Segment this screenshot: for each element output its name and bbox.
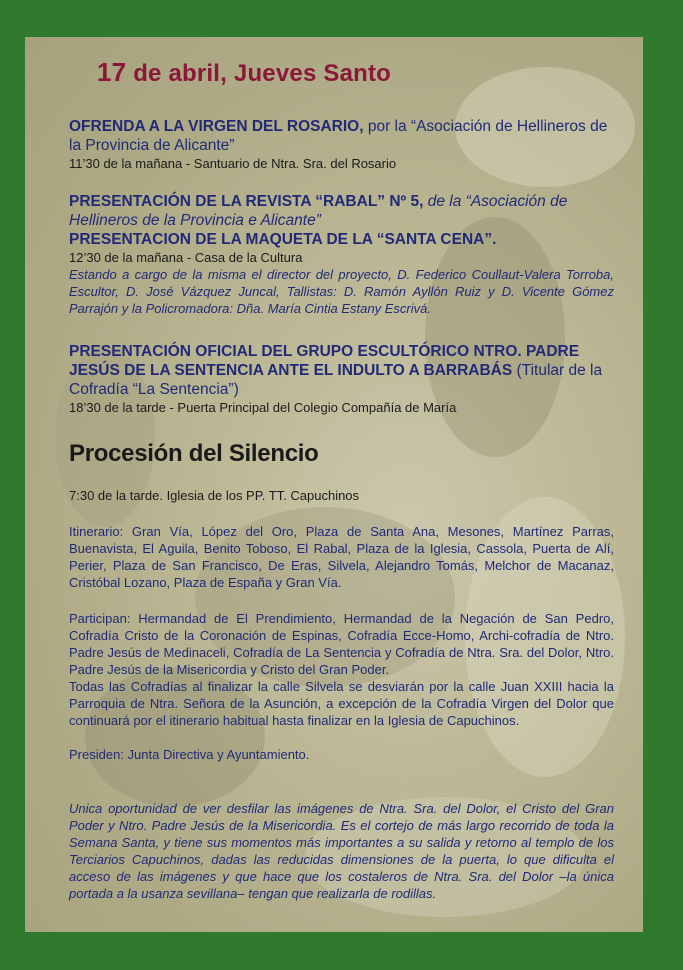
procession-time: 7:30 de la tarde. Iglesia de los PP. TT. Capuchinos — [69, 488, 360, 503]
date-heading — [97, 57, 391, 88]
procession-participants: Participan: Hermandad de El Prendimiento, Hermandad de la Negación de San Pedro, Cofradía Cristo de la Coronación de Espinas, Cofradía Ecce-Homo, Archi-cofradía de Ntro. Padre Jesús de Medinaceli, Cofradía de La Sentencia y Cofradía de Ntra. Sra. del Dolor, Ntro. Padre Jesús de la Misericordia y Cristo del Gran Poder. — [69, 611, 614, 677]
event-note: Estando a cargo de la misma el director del proyecto, D. Federico Coullaut-Valera Torroba, Escultor, D. José Vázquez Juncal, Tallistas: D. Ramón Ayllón Ruiz y D. Vicente Gómez Parrajón y la Policromadora: Dña. María Cintia Estany Escrivá. — [69, 267, 614, 316]
procession-itinerary: Itinerario: Gran Vía, López del Oro, Plaza de Santa Ana, Mesones, Martínez Parras, Buenavista, El Aguila, Benito Toboso, El Rabal, Plaza de la Iglesia, Cassola, Puerta de Alí, Perier, Plaza de San Francisco, De Eras, Silvela, Alejandro Tomás, Melchor de Macanaz, Cristóbal Lozano, Plaza de España y Gran Vía. — [69, 524, 614, 590]
event-title — [69, 342, 614, 399]
event-title-italic: de la “Asociación de Hellineros de la Provincia e Alicante” — [69, 193, 568, 229]
event-presentacion-revista — [69, 192, 614, 317]
event-time: 11’30 de la mañana - Santuario de Ntra. Sra. del Rosario — [69, 156, 397, 171]
event-time: 18’30 de la tarde - Puerta Principal del Colegio Compañía de María — [69, 400, 457, 415]
event-title-bold: OFRENDA A LA VIRGEN DEL ROSARIO, — [69, 118, 364, 135]
date-label: de abril, Jueves Santo — [126, 60, 392, 87]
event-subtitle: PRESENTACION DE LA MAQUETA DE LA “SANTA CENA”. — [69, 231, 497, 248]
procession-closing: Unica oportunidad de ver desfilar las imágenes de Ntra. Sra. del Dolor, el Cristo del Gran Poder y Ntro. Padre Jesús de la Misericordia. Es el cortejo de más largo recorrido de toda la Semana Santa, y tiene sus momentos más importantes a su salida y retorno al templo de los Terciarios Capuchinos, dadas las reducidas dimensiones de la puerta, lo que dificulta el acceso de las imágenes y que hace que los costaleros de Ntra. Sra. del Dolor –la única portada a la usanza sevillana– tengan que realizarla de rodillas. — [69, 801, 614, 901]
event-title-plain: por la “Asociación de Hellineros de la Provincia de Alicante” — [69, 118, 608, 154]
event-title-bold: PRESENTACIÓN DE LA REVISTA “RABAL” Nº 5, — [69, 193, 424, 210]
event-time: 12’30 de la mañana - Casa de la Cultura — [69, 250, 303, 265]
event-presentacion-grupo — [69, 342, 614, 416]
section-title: Procesión del Silencio — [69, 440, 319, 467]
procession-route-note: Todas las Cofradías al finalizar la calle Silvela se desviarán por la calle Juan XXIII hacia la Parroquia de Ntra. Señora de la Asunción, a excepción de la Cofradía Virgen del Dolor que continuará por el itinerario habitual hasta finalizar en la Iglesia de Capuchinos. — [69, 679, 614, 728]
event-title — [69, 192, 614, 230]
procession-presiden: Presiden: Junta Directiva y Ayuntamiento. — [69, 747, 310, 762]
event-title — [69, 117, 614, 155]
event-title-plain: (Titular de la Cofradía “La Sentencia”) — [69, 362, 603, 398]
page-panel — [25, 37, 643, 932]
date-number: 17 — [97, 57, 127, 87]
event-title-bold: PRESENTACIÓN OFICIAL DEL GRUPO ESCULTÓRICO NTRO. PADRE JESÚS DE LA SENTENCIA ANTE EL INDULTO A BARRABÁS — [69, 343, 580, 379]
event-ofrenda — [69, 117, 614, 172]
